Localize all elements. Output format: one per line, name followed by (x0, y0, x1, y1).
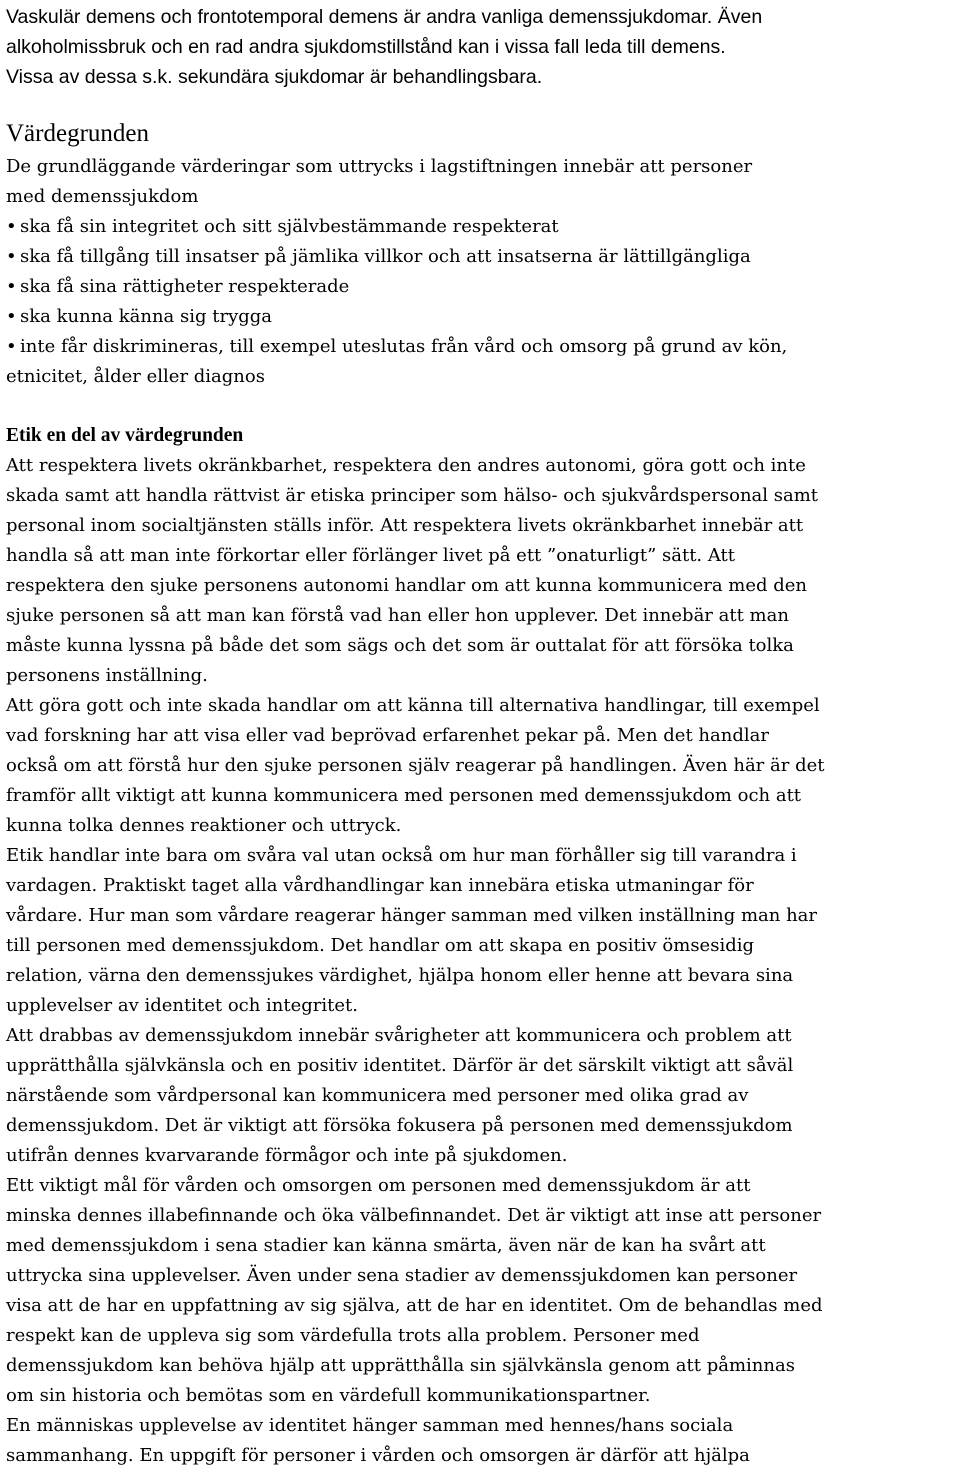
bullet-icon: • (6, 216, 17, 237)
paragraph-line: respekt kan de uppleva sig som värdefulla trots alla problem. Personer med (6, 1325, 700, 1346)
bullet-icon: • (6, 276, 17, 297)
etik-body (6, 451, 958, 1471)
list-item-text: ska få tillgång till insatser på jämlika villkor och att insatserna är lättillgängliga (20, 246, 751, 267)
paragraph-line: Etik handlar inte bara om svåra val utan också om hur man förhåller sig till varandra i (6, 845, 797, 866)
paragraph-line: Att respektera livets okränkbarhet, respektera den andres autonomi, göra gott och inte (6, 455, 806, 476)
list-item-text: inte får diskrimineras, till exempel uteslutas från vård och omsorg på grund av kön, (20, 336, 788, 357)
list-item (6, 302, 958, 332)
list-item (6, 272, 958, 302)
paragraph-line: upprätthålla självkänsla och en positiv identitet. Därför är det särskilt viktigt att såväl (6, 1055, 794, 1076)
intro-line: Vissa av dessa s.k. sekundära sjukdomar är behandlingsbara. (6, 66, 543, 88)
bullet-icon: • (6, 246, 17, 267)
vardegrunden-lead (6, 152, 958, 212)
list-item-text: ska kunna känna sig trygga (20, 306, 273, 327)
intro-line: alkoholmissbruk och en rad andra sjukdomstillstånd kan i vissa fall leda till demens. (6, 36, 726, 58)
paragraph-line: sammanhang. En uppgift för personer i vården och omsorgen är därför att hjälpa (6, 1445, 750, 1466)
paragraph-line: minska dennes illabefinnande och öka välbefinnandet. Det är viktigt att inse att personer (6, 1205, 822, 1226)
lead-line: De grundläggande värderingar som uttrycks i lagstiftningen innebär att personer (6, 156, 753, 177)
values-list (6, 212, 958, 392)
paragraph-line: personens inställning. (6, 665, 208, 686)
intro-paragraph (6, 2, 958, 92)
etik-heading: Etik en del av värdegrunden (6, 425, 244, 446)
paragraph-line: sjuke personen så att man kan förstå vad han eller hon upplever. Det innebär att man (6, 605, 789, 626)
paragraph-line: måste kunna lyssna på både det som sägs och det som är outtalat för att försöka tolka (6, 635, 794, 656)
paragraph-line: Att drabbas av demenssjukdom innebär svårigheter att kommunicera och problem att (6, 1025, 792, 1046)
paragraph-line: utifrån dennes kvarvarande förmågor och inte på sjukdomen. (6, 1145, 568, 1166)
vardegrunden-heading: Värdegrunden (6, 120, 149, 147)
paragraph-line: relation, värna den demenssjukes värdighet, hjälpa honom eller henne att bevara sina (6, 965, 794, 986)
list-item (6, 332, 958, 362)
list-item-text: ska få sin integritet och sitt självbestämmande respekterat (20, 216, 559, 237)
list-item-text: ska få sina rättigheter respekterade (20, 276, 350, 297)
bullet-icon: • (6, 336, 17, 357)
list-item (6, 212, 958, 242)
paragraph-line: upplevelser av identitet och integritet. (6, 995, 359, 1016)
paragraph-line: Att göra gott och inte skada handlar om att känna till alternativa handlingar, till exempel (6, 695, 820, 716)
bullet-icon: • (6, 306, 17, 327)
paragraph-line: med demenssjukdom i sena stadier kan känna smärta, även när de kan ha svårt att (6, 1235, 766, 1256)
list-item-continuation: etnicitet, ålder eller diagnos (6, 366, 265, 387)
paragraph-line: En människas upplevelse av identitet hänger samman med hennes/hans sociala (6, 1415, 734, 1436)
paragraph-line: vårdare. Hur man som vårdare reagerar hänger samman med vilken inställning man har (6, 905, 818, 926)
paragraph-line: Ett viktigt mål för vården och omsorgen om personen med demenssjukdom är att (6, 1175, 751, 1196)
paragraph-line: demenssjukdom kan behöva hjälp att upprätthålla sin självkänsla genom att påminnas (6, 1355, 795, 1376)
list-item (6, 242, 958, 272)
paragraph-line: också om att förstå hur den sjuke personen själv reagerar på handlingen. Även här är det (6, 755, 825, 776)
paragraph-line: respektera den sjuke personens autonomi handlar om att kunna kommunicera med den (6, 575, 808, 596)
paragraph-line: demenssjukdom. Det är viktigt att försöka fokusera på personen med demenssjukdom (6, 1115, 793, 1136)
paragraph-line: personal inom socialtjänsten ställs inför. Att respektera livets okränkbarhet innebär att (6, 515, 804, 536)
paragraph-line: vardagen. Praktiskt taget alla vårdhandlingar kan innebära etiska utmaningar för (6, 875, 754, 896)
paragraph-line: vad forskning har att visa eller vad beprövad erfarenhet pekar på. Men det handlar (6, 725, 769, 746)
paragraph-line: framför allt viktigt att kunna kommunicera med personen med demenssjukdom och att (6, 785, 802, 806)
paragraph-line: kunna tolka dennes reaktioner och uttryck. (6, 815, 402, 836)
paragraph-line: uttrycka sina upplevelser. Även under sena stadier av demenssjukdomen kan personer (6, 1265, 798, 1286)
paragraph-line: skada samt att handla rättvist är etiska principer som hälso- och sjukvårdspersonal samt (6, 485, 819, 506)
lead-line: med demenssjukdom (6, 186, 199, 207)
paragraph-line: närstående som vårdpersonal kan kommunicera med personer med olika grad av (6, 1085, 749, 1106)
intro-line: Vaskulär demens och frontotemporal demens är andra vanliga demenssjukdomar. Även (6, 6, 763, 28)
paragraph-line: visa att de har en uppfattning av sig själva, att de har en identitet. Om de behandlas med (6, 1295, 823, 1316)
document-page (6, 2, 958, 1471)
paragraph-line: om sin historia och bemötas som en värdefull kommunikationspartner. (6, 1385, 651, 1406)
paragraph-line: handla så att man inte förkortar eller förlänger livet på ett ”onaturligt” sätt. Att (6, 545, 736, 566)
paragraph-line: till personen med demenssjukdom. Det handlar om att skapa en positiv ömsesidig (6, 935, 755, 956)
